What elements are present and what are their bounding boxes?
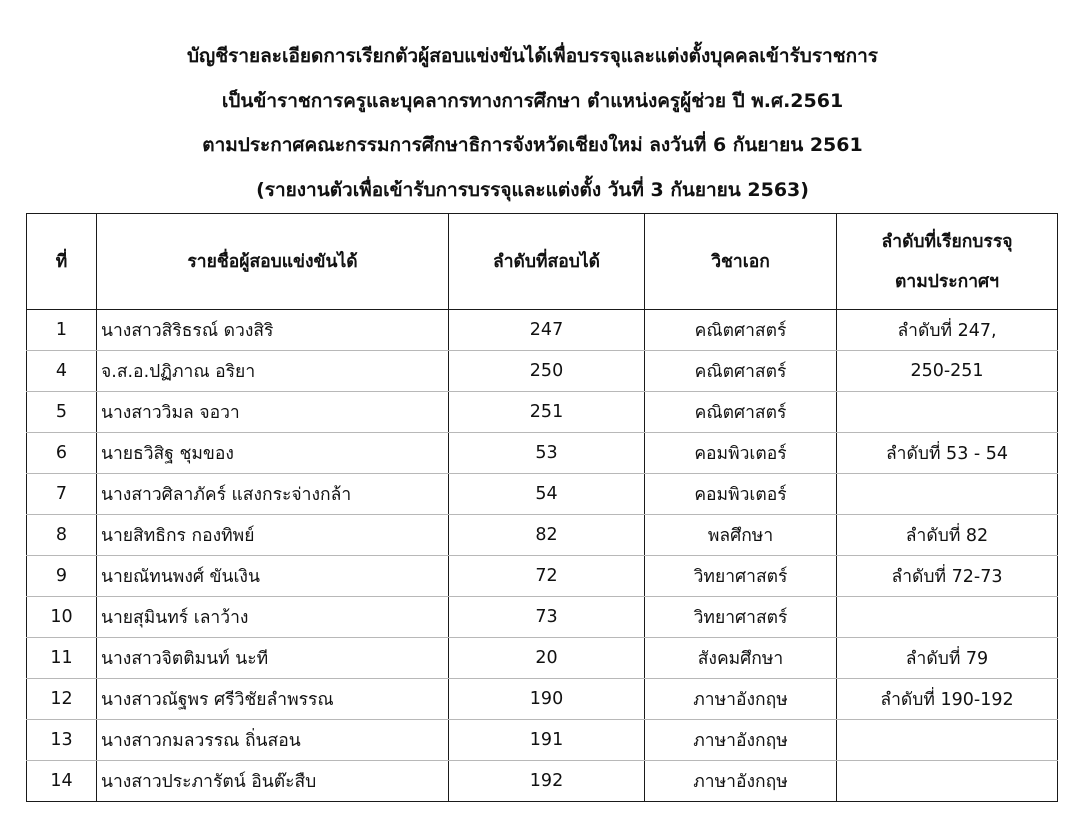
cell-call-order: ลำดับที่ 82 [837,515,1058,556]
cell-no: 12 [27,679,97,720]
table-row [27,310,1058,351]
header-call-order [837,214,1058,310]
document-title-line-3: ตามประกาศคณะกรรมการศึกษาธิการจังหวัดเชียงใหม่ ลงวันที่ 6 กันยายน 2561 [202,134,863,156]
header-no: ที่ [27,214,97,310]
cell-subject: พลศึกษา [645,515,837,556]
header-call-order-line-1: ลำดับที่เรียกบรรจุ [881,231,1013,252]
cell-subject: คอมพิวเตอร์ [645,433,837,474]
cell-subject: วิทยาศาสตร์ [645,556,837,597]
cell-name: นายณัทนพงศ์ ขันเงิน [97,556,449,597]
cell-no: 11 [27,638,97,679]
cell-no: 6 [27,433,97,474]
cell-subject: คอมพิวเตอร์ [645,474,837,515]
document-header [0,34,1065,212]
cell-name: นางสาวณัฐพร ศรีวิชัยลำพรรณ [97,679,449,720]
cell-no: 9 [27,556,97,597]
table-row [27,638,1058,679]
cell-rank: 82 [449,515,645,556]
cell-call-order: ลำดับที่ 190-192 [837,679,1058,720]
cell-rank: 191 [449,720,645,761]
cell-call-order: ลำดับที่ 72-73 [837,556,1058,597]
cell-name: นางสาวศิลาภัคร์ แสงกระจ่างกล้า [97,474,449,515]
cell-name: นายสิทธิกร กองทิพย์ [97,515,449,556]
table-row [27,597,1058,638]
cell-no: 8 [27,515,97,556]
table-row [27,351,1058,392]
cell-call-order: ลำดับที่ 247, [837,310,1058,351]
header-row [27,214,1058,310]
cell-name: นางสาวจิตติมนท์ นะที [97,638,449,679]
cell-no: 1 [27,310,97,351]
cell-rank: 247 [449,310,645,351]
cell-call-order [837,392,1058,433]
cell-no: 13 [27,720,97,761]
cell-no: 5 [27,392,97,433]
cell-call-order [837,761,1058,802]
table-row [27,761,1058,802]
table-row [27,474,1058,515]
table-body [27,310,1058,802]
table-row [27,679,1058,720]
candidate-table [26,213,1058,802]
header-subject: วิชาเอก [645,214,837,310]
table-row [27,433,1058,474]
cell-call-order [837,597,1058,638]
document-title-line-1: บัญชีรายละเอียดการเรียกตัวผู้สอบแข่งขันได้เพื่อบรรจุและแต่งตั้งบุคคลเข้ารับราชการ [187,45,878,67]
cell-rank: 54 [449,474,645,515]
table-row [27,720,1058,761]
cell-no: 4 [27,351,97,392]
cell-call-order [837,474,1058,515]
cell-name: นายธวิสิฐ ชุมของ [97,433,449,474]
cell-no: 7 [27,474,97,515]
cell-subject: คณิตศาสตร์ [645,351,837,392]
cell-call-order: ลำดับที่ 79 [837,638,1058,679]
header-call-order-line-2: ตามประกาศฯ [895,271,999,292]
table-row [27,556,1058,597]
cell-name: นางสาววิมล จอวา [97,392,449,433]
cell-name: นายสุมินทร์ เลาว้าง [97,597,449,638]
cell-rank: 192 [449,761,645,802]
cell-subject: สังคมศึกษา [645,638,837,679]
cell-rank: 251 [449,392,645,433]
document-title-line-2: เป็นข้าราชการครูและบุคลากรทางการศึกษา ตำแหน่งครูผู้ช่วย ปี พ.ศ.2561 [221,89,844,112]
cell-name: นางสาวกมลวรรณ ถิ่นสอน [97,720,449,761]
cell-rank: 53 [449,433,645,474]
cell-call-order: 250-251 [837,351,1058,392]
table-row [27,515,1058,556]
cell-subject: ภาษาอังกฤษ [645,761,837,802]
cell-name: จ.ส.อ.ปฏิภาณ อริยา [97,351,449,392]
document-title-line-4: (รายงานตัวเพื่อเข้ารับการบรรจุและแต่งตั้ง วันที่ 3 กันยายน 2563) [256,178,809,201]
cell-subject: ภาษาอังกฤษ [645,720,837,761]
cell-rank: 250 [449,351,645,392]
cell-call-order: ลำดับที่ 53 - 54 [837,433,1058,474]
cell-subject: ภาษาอังกฤษ [645,679,837,720]
cell-subject: คณิตศาสตร์ [645,310,837,351]
cell-no: 14 [27,761,97,802]
table-header [27,214,1058,310]
cell-rank: 72 [449,556,645,597]
cell-rank: 190 [449,679,645,720]
cell-no: 10 [27,597,97,638]
header-name: รายชื่อผู้สอบแข่งขันได้ [97,214,449,310]
cell-subject: วิทยาศาสตร์ [645,597,837,638]
cell-rank: 20 [449,638,645,679]
cell-name: นางสาวสิริธรณ์ ดวงสิริ [97,310,449,351]
cell-rank: 73 [449,597,645,638]
cell-name: นางสาวประภารัตน์ อินต๊ะสืบ [97,761,449,802]
header-rank: ลำดับที่สอบได้ [449,214,645,310]
table-row [27,392,1058,433]
cell-subject: คณิตศาสตร์ [645,392,837,433]
cell-call-order [837,720,1058,761]
